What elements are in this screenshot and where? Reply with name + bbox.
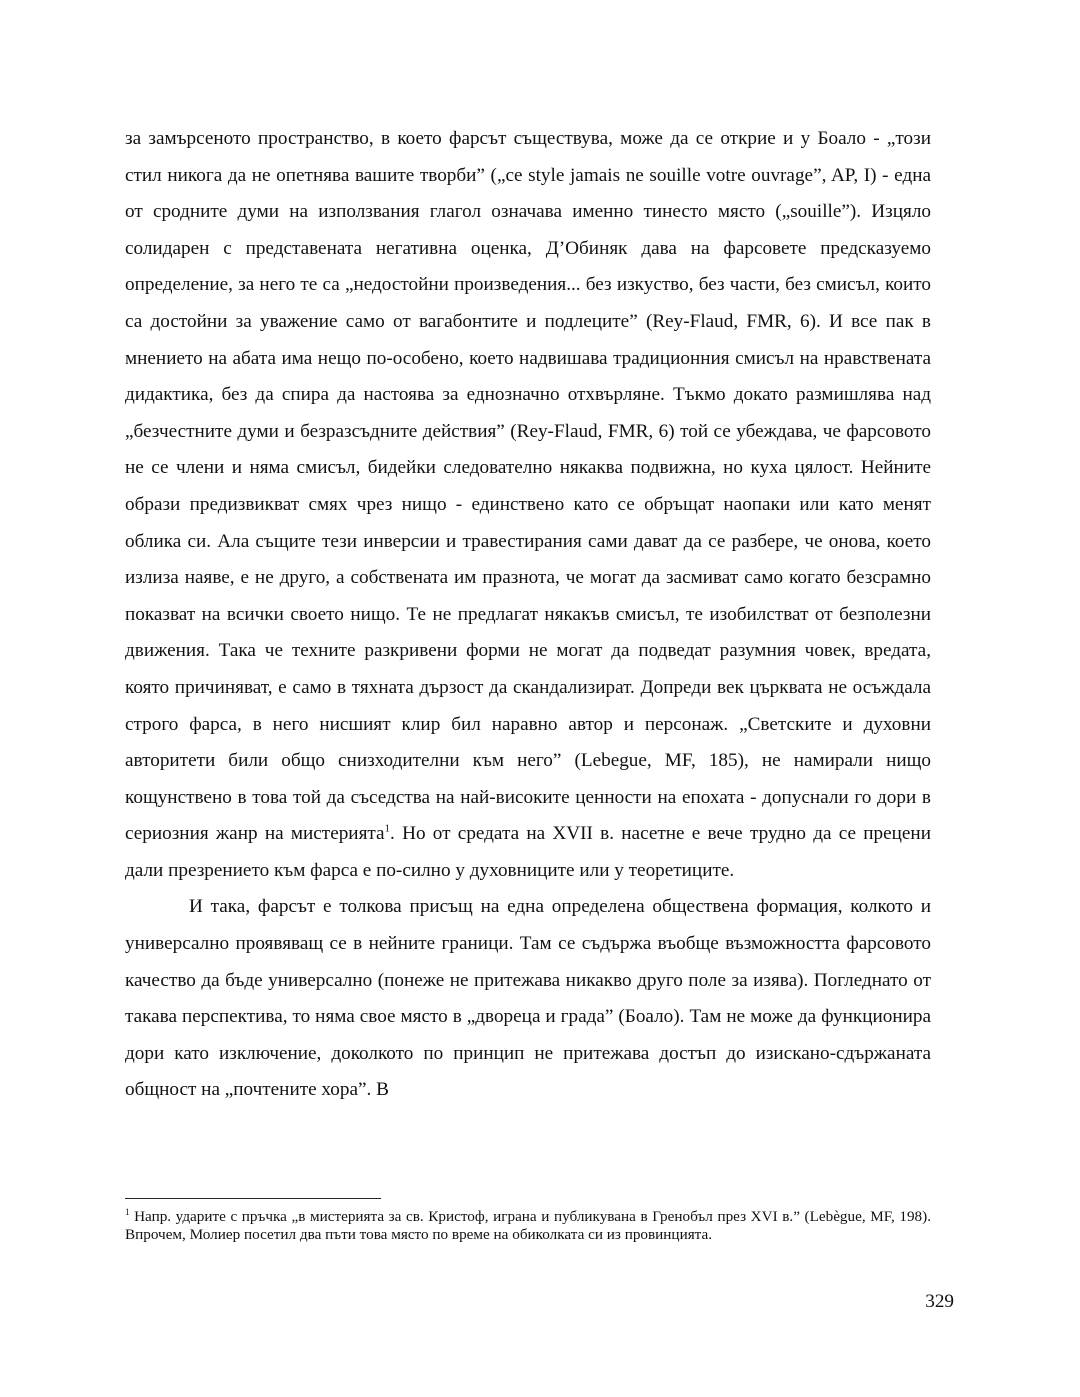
footnote-number: 1	[125, 1206, 130, 1217]
paragraph-1-text: за замърсеното пространство, в което фарсът съществува, може да се открие и у Боало - „този стил никога да не опетнява вашите творби” („ce style jamais ne souille votre ouvrage”, AP, I) - една от сродните думи на използвания глагол означава именно тинесто място („souille”). Изцяло солидарен с представената негативна оценка, Д’Обиняк дава на фарсовете предсказуемо определение, за него те са „недостойни произведения... без изкуство, без части, без смисъл, които са достойни за уважение само от вагабонтите и подлеците” (Rey-Flaud, FMR, 6). И все пак в мнението на абата има нещо по-особено, което надвишава традиционния смисъл на нравствената дидактика, без да спира да настоява за еднозначно отхвърляне. Тъкмо докато размишлява над „безчестните думи и безразсъдните действия” (Rey-Flaud, FMR, 6) той се убеждава, че фарсовото не се члени и няма смисъл, бидейки следователно някаква подвижна, но куха цялост. Нейните образи предизвикват смях чрез нищо - единствено като се обръщат наопаки или като менят облика си. Ала същите тези инверсии и травестирания сами дават да се разбере, че онова, което излиза наяве, е не друго, а собствената им празнота, че могат да засмиват само когато безсрамно показват на всички своето нищо. Те не предлагат някакъв смисъл, те изобилстват от безполезни движения. Така че техните разкривени форми не могат да подведат разумния човек, вредата, която причиняват, е само в тяхната дързост да скандализират. Допреди век църквата не осъждала строго фарса, в него нисшият клир бил наравно автор и персонаж. „Светските и духовни авторитети били общо снизходителни към него” (Lebegue, MF, 185), не намирали нищо кощунствено в това той да съседства на най-високите ценности на епохата - допуснали го дори в сериозния жанр на мистерията	[125, 128, 931, 845]
paragraph-1-continuation: . Но от средата на XVII в. насетне е вече трудно да се прецени дали презрението към фарса е по-силно у духовниците или у теоретиците.	[125, 823, 931, 881]
footnote	[125, 1208, 931, 1243]
paragraph-2: И така, фарсът е толкова присъщ на една определена обществена формация, колкото и универсално проявяващ се в нейните граници. Там се съдържа въобще възможността фарсовото качество да бъде универсално (понеже не притежава никакво друго поле за изява). Погледнато от такава перспектива, то няма свое място в „двореца и града” (Боало). Там не може да функционира дори като изключение, доколкото по принцип не притежава достъп до изискано-сдържаната общност на „почтените хора”. В	[125, 896, 931, 1101]
footnote-separator	[125, 1198, 381, 1199]
body-text	[125, 121, 931, 1109]
footnote-reference[interactable]: 1	[384, 822, 391, 835]
page-number: 329	[925, 1291, 954, 1312]
footnote-text: Напр. ударите с пръчка „в мистерията за св. Кристоф, играна и публикувана в Гренобъл през XVI в.” (Lebègue, MF, 198). Впрочем, Молиер посетил два пъти това място по време на обиколката си из провинцията.	[125, 1208, 931, 1243]
paragraph-1	[125, 121, 931, 889]
